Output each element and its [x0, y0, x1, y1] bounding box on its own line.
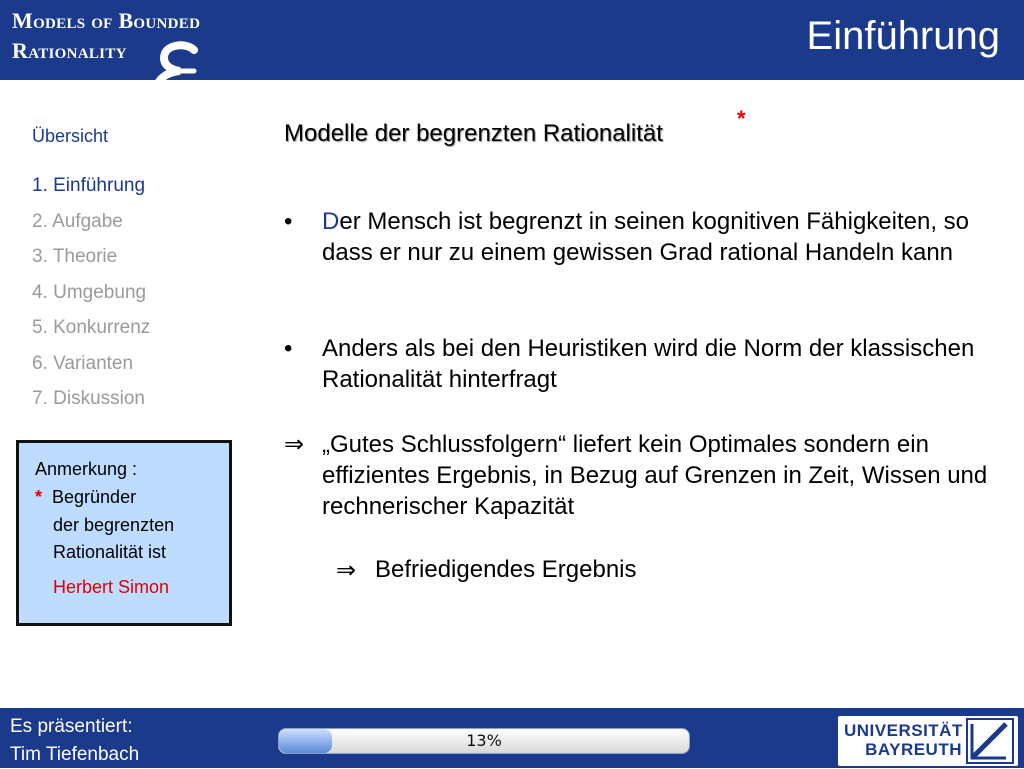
- slide-title: Einführung: [806, 14, 1000, 58]
- university-name: [844, 721, 962, 759]
- implication-arrow-icon: ⇒: [336, 557, 357, 584]
- university-line2: BAYREUTH: [865, 740, 962, 759]
- sidebar-item-varianten[interactable]: 6. Varianten: [32, 352, 134, 374]
- slide-header: [0, 0, 1024, 80]
- slide-footer: [0, 708, 1024, 768]
- logo-line-2: Rationality: [12, 38, 127, 63]
- logo-line-1: Models of Bounded: [12, 8, 201, 33]
- sidebar-item-theorie[interactable]: 3. Theorie: [32, 246, 118, 267]
- progress-bar: [278, 728, 690, 754]
- note-box: [16, 440, 232, 626]
- bullet-text: Anders als bei den Heuristiken wird die Norm der klassischen Rationalität hinterfragt: [322, 335, 975, 393]
- note-line2: der begrenzten: [53, 515, 175, 535]
- sidebar-item-konkurrenz[interactable]: 5. Konkurrenz: [32, 317, 151, 338]
- sidebar-item-diskussion[interactable]: 7. Diskussion: [32, 388, 145, 409]
- bullet-text-rest: er Mensch ist begrenzt in seinen kognitiven Fähigkeiten, so dass er nur zu einem gewissen Grad rational Handeln kann: [322, 208, 970, 266]
- bullet-marker: •: [284, 335, 293, 362]
- note-name: Herbert Simon: [53, 577, 170, 597]
- sidebar-item-umgebung[interactable]: 4. Umgebung: [32, 281, 147, 303]
- sidebar-item-aufgabe[interactable]: 2. Aufgabe: [32, 210, 123, 232]
- note-line1: Begründer: [52, 487, 137, 507]
- bullet-text: „Gutes Schlussfolgern“ liefert kein Optimales sondern ein effizientes Ergebnis, in Bezug auf Grenzen in Zeit, Wissen und rechnerischer Kapazität: [322, 431, 988, 520]
- content-heading-star: *: [737, 106, 746, 131]
- university-line1: UNIVERSITÄT: [844, 721, 963, 740]
- bullet-marker: •: [284, 208, 293, 235]
- presenter-label: Es präsentiert:: [10, 716, 133, 737]
- university-emblem-icon: [966, 718, 1014, 764]
- content-heading: Modelle der begrenzten Rationalität: [284, 120, 663, 147]
- bullet-dropcap: D: [322, 208, 340, 235]
- sub-conclusion: Befriedigendes Ergebnis: [375, 556, 637, 583]
- sidebar-item-einfuehrung[interactable]: 1. Einführung: [32, 175, 146, 196]
- note-star: *: [35, 487, 43, 507]
- sidebar-heading: Übersicht: [32, 126, 109, 146]
- note-line3: Rationalität ist: [53, 542, 167, 562]
- sidebar-nav: [32, 172, 150, 421]
- note-line-founder: [35, 487, 136, 508]
- implication-arrow-icon: ⇒: [284, 431, 305, 458]
- note-title: Anmerkung :: [35, 459, 138, 479]
- progress-label: 13%: [466, 731, 502, 750]
- university-logo: [838, 716, 1018, 766]
- bullet-text: [322, 206, 1012, 268]
- presenter-info: [10, 713, 139, 769]
- presenter-name: Tim Tiefenbach: [10, 744, 140, 765]
